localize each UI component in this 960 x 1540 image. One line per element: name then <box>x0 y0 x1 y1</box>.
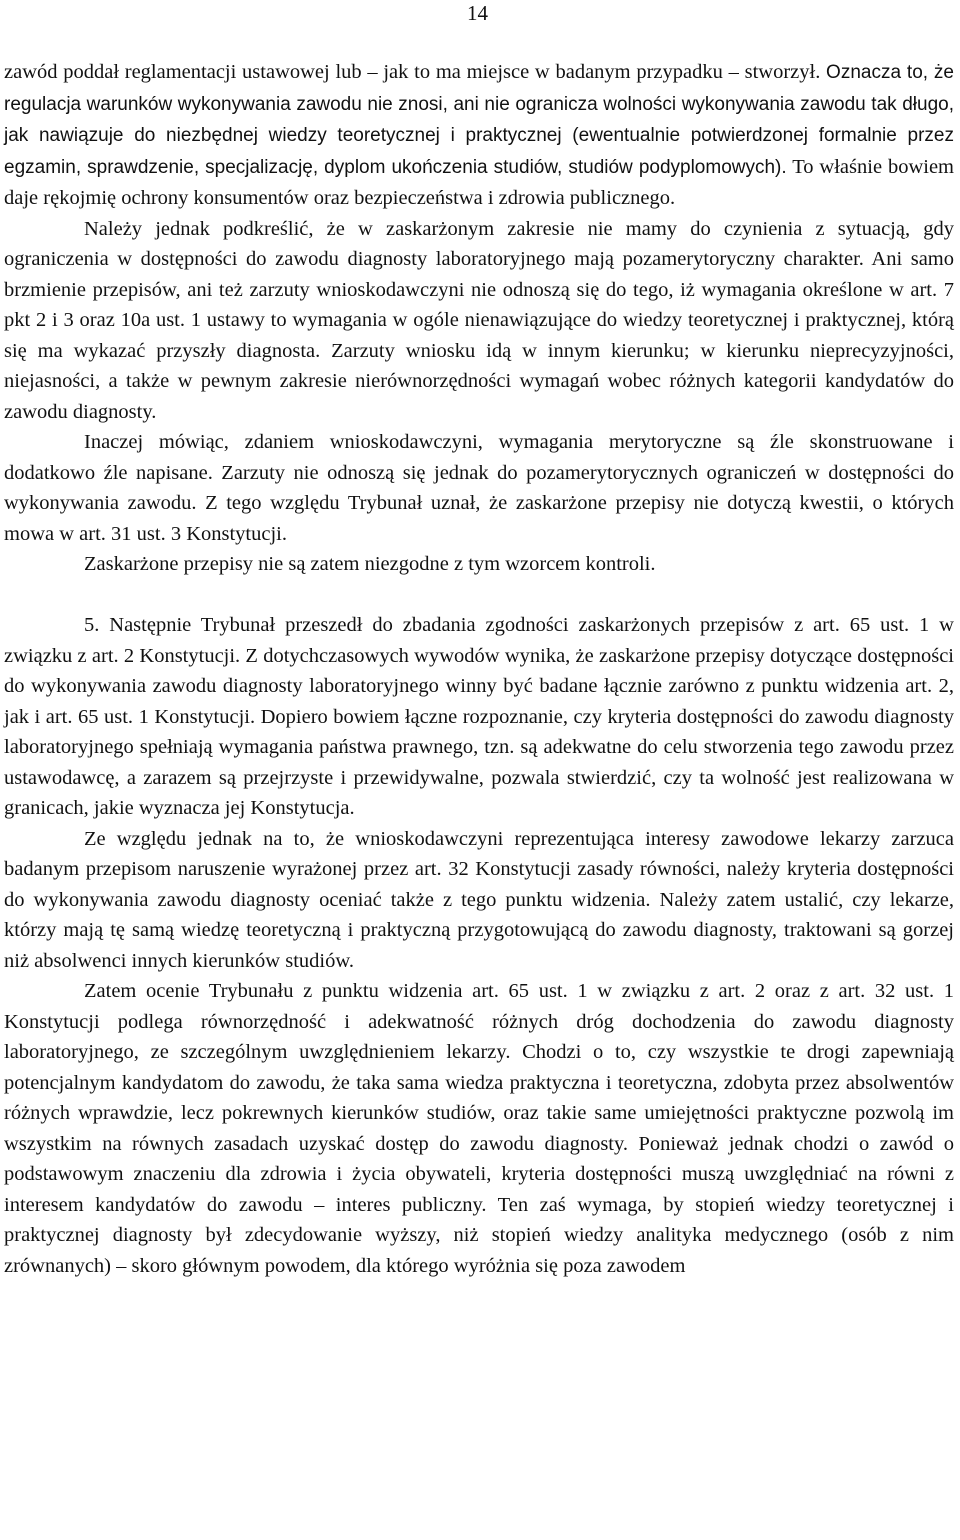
paragraph-6: Ze względu jednak na to, że wnioskodawczyni reprezentująca interesy zawodowe lekarzy zarzuca badanym przepisom naruszenie wyrażonej przez art. 32 Konstytucji zasady równości, należy kryteria dostępności do wykonywania zawodu diagnosty oceniać także z tego punktu widzenia. Należy zatem ustalić, czy lekarze, którzy mają tę samą wiedzę teoretyczną i praktyczną przygotowującą do zawodu diagnosty, traktowani są gorzej niż absolwenci innych kierunków studiów. <box>4 827 954 972</box>
paragraph-3: Inaczej mówiąc, zdaniem wnioskodawczyni, wymagania merytoryczne są źle skonstruowane i dodatkowo źle napisane. Zarzuty nie odnoszą się jednak do pozamerytorycznych ograniczeń w dostępności do wykonywania zawodu. Z tego względu Trybunał uznał, że zaskarżone przepisy nie dotyczą kwestii, o których mowa w art. 31 ust. 3 Konstytucji. <box>4 431 954 545</box>
paragraph-1 <box>4 57 954 214</box>
page-number: 14 <box>467 1 488 25</box>
paragraph-2-part-3: Zarzuty wniosku idą w innym kierunku; w kierunku nieprecyzyjności, niejasności, a także w pewnym zakresie nierównorzędności wymagań wobec różnych kategorii kandydatów do zawodu diagnosty. <box>4 339 954 423</box>
document-body <box>4 57 954 1281</box>
paragraph-2-part-2: Ani samo brzmienie przepisów, ani też zarzuty wnioskodawczyni nie odnoszą się do tego, iż wymagania określone w art. 7 pkt 2 i 3 oraz 10a ust. 1 ustawy to wymagania w ogóle nienawiązujące do wiedzy teoretycznej i praktycznej, którą się ma wykazać przyszły diagnosta. <box>4 248 954 362</box>
paragraph-5: 5. Następnie Trybunał przeszedł do zbadania zgodności zaskarżonych przepisów z art. 65 ust. 1 w związku z art. 2 Konstytucji. Z dotychczasowych wywodów wynika, że zaskarżone przepisy dotyczące dostępności do wykonywania zawodu diagnosty laboratoryjnego winny być badane łącznie zarówno z punktu widzenia art. 2, jak i art. 65 ust. 1 Konstytucji. Dopiero bowiem łączne rozpoznanie, czy kryteria dostępności do zawodu diagnosty laboratoryjnego spełniają wymagania państwa prawnego, tzn. są adekwatne do celu stworzenia tego zawodu przez ustawodawcę, a zarazem są przejrzyste i przewidywalne, pozwala stwierdzić, czy ta wolność jest realizowana w granicach, jakie wyznacza jej Konstytucja. <box>4 614 954 819</box>
paragraph-7: Zatem ocenie Trybunału z punktu widzenia art. 65 ust. 1 w związku z art. 2 oraz z art. 32 ust. 1 Konstytucji podlega równorzędność i adekwatność różnych dróg dochodzenia do zawodu diagnosty laboratoryjnego, ze szczególnym uwzględnieniem lekarzy. Chodzi o to, czy wszystkie te drogi zapewniają potencjalnym kandydatom do zawodu, że taka sama wiedza praktyczna i teoretyczna, zdobyta przez absolwentów różnych wprawdzie, lecz pokrewnych kierunków studiów, oraz takie same umiejętności praktyczne pozwolą im wszystkim na równych zasadach uzyskać dostęp do zawodu diagnosty. Ponieważ jednak chodzi o zawód o podstawowym znaczeniu dla zdrowia i życia obywateli, kryteria dostępności muszą uwzględniać na równi z interesem kandydatów do zawodu – interes publiczny. Ten zaś wymaga, by stopień wiedzy teoretycznej i praktycznej diagnosty był zdecydowanie wyższy, niż stopień wiedzy analityka medycznego (osób z nim zrównanych) – skoro głównym powodem, dla którego wyróżnia się poza zawodem <box>4 980 954 1277</box>
paragraph-1-part-1: zawód poddał reglamentacji ustawowej lub – jak to ma miejsce w badanym przypadku – stworzył. <box>4 61 827 83</box>
paragraph-1-part-3: To właśnie bowiem daje rękojmię ochrony konsumentów oraz bezpieczeństwa i zdrowia publicznego. <box>4 155 954 209</box>
paragraph-2 <box>4 214 954 428</box>
paragraph-1-part-2: Oznacza to, że regulacja warunków wykonywania zawodu nie znosi, ani nie ogranicza wolności wykonywania zawodu tak długo, jak nawiązuje do niezbędnej wiedzy teoretycznej i praktycznej (ewentualnie potwierdzonej formalnie przez egzamin, sprawdzenie, specjalizację, dyplom ukończenia studiów, studiów podyplomowych). <box>4 62 954 178</box>
paragraph-4: Zaskarżone przepisy nie są zatem niezgodne z tym wzorcem kontroli. <box>84 553 656 575</box>
paragraph-2-part-1: Należy jednak podkreślić, że w zaskarżonym zakresie nie mamy do czynienia z sytuacją, gdy ograniczenia w dostępności do zawodu diagnosty laboratoryjnego mają pozamerytoryczny charakter. <box>4 217 954 270</box>
